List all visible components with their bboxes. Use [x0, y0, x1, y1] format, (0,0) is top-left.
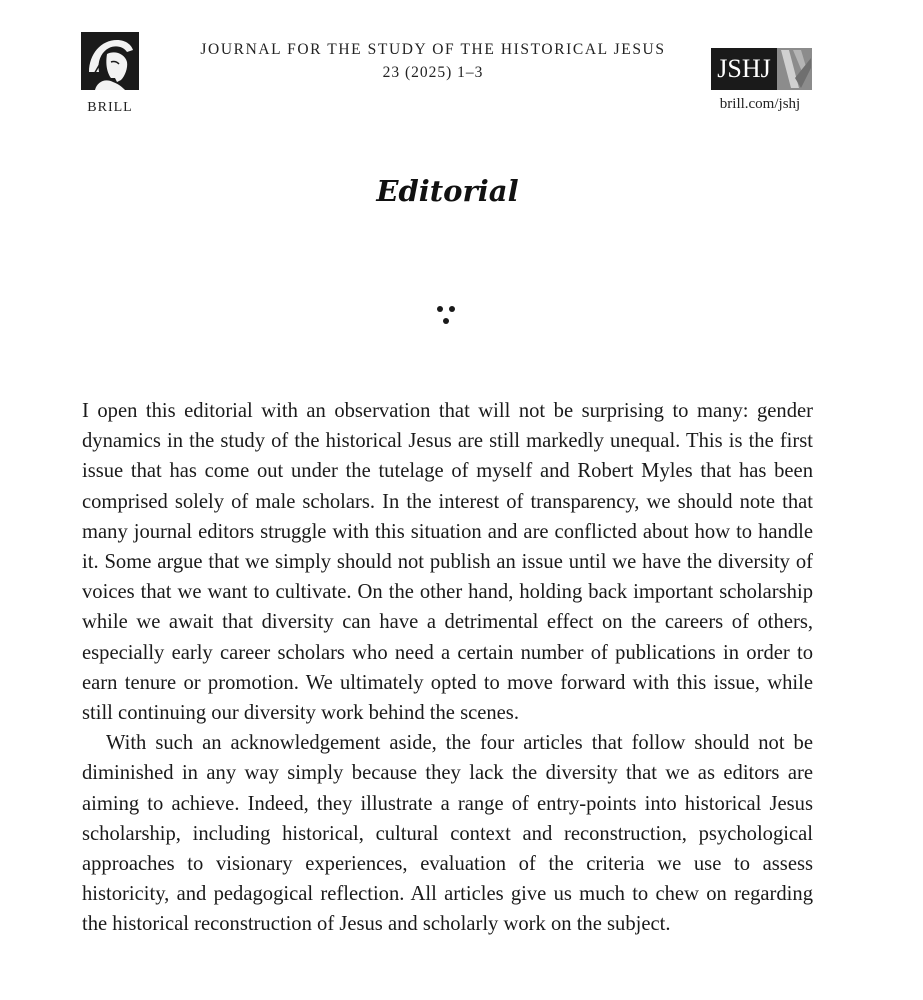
journal-issue: 23 (2025) 1–3: [382, 64, 484, 81]
athena-head-icon: [81, 32, 139, 90]
publisher-name: BRILL: [87, 100, 133, 115]
body-paragraph-2: With such an acknowledgement aside, the four articles that follow should not be diminished in any way simply because they lack the diversity that we as editors are aiming to achieve. Indeed, they illustrate a range of entry-points into historical Jesus scholarship, including historical, cultural context and reconstruction, psychological approaches to visionary experiences, evaluation of the criteria we use to assess historicity, and pedagogical reflection. All articles give us much to chew on regarding the historical reconstruction of Jesus and scholarly work on the subject.: [82, 732, 813, 936]
body-paragraph-1: I open this editorial with an observation that will not be surprising to many: gender dynamics in the study of the historical Jesus are still markedly unequal. This is the first issue that has come out under the tutelage of myself and Robert Myles that has been comprised solely of male scholars. In the interest of transparency, we should note that many journal editors struggle with this situation and are conflicted about how to handle it. Some argue that we simply should not publish an issue until we have the diversity of voices that we want to cultivate. On the other hand, holding back important scholarship while we await that diversity can have a detrimental effect on the careers of others, especially early career scholars who need a certain number of publications in order to earn tenure or promotion. We ultimately opted to move forward with this issue, while still continuing our diversity work behind the scenes.: [82, 400, 813, 725]
jshj-logo-text: JSHJ: [711, 48, 777, 90]
journal-title: JOURNAL FOR THE STUDY OF THE HISTORICAL JESUS: [200, 41, 666, 58]
jshj-logo-graphic: [777, 48, 812, 90]
running-header: [170, 40, 696, 83]
article-body: [82, 396, 813, 940]
article-title: Editorial: [376, 174, 519, 208]
three-dot-ornament-icon: [431, 301, 461, 329]
jshj-logo-icon: [711, 48, 812, 90]
journal-site-link[interactable]: brill.com/jshj: [719, 96, 801, 112]
